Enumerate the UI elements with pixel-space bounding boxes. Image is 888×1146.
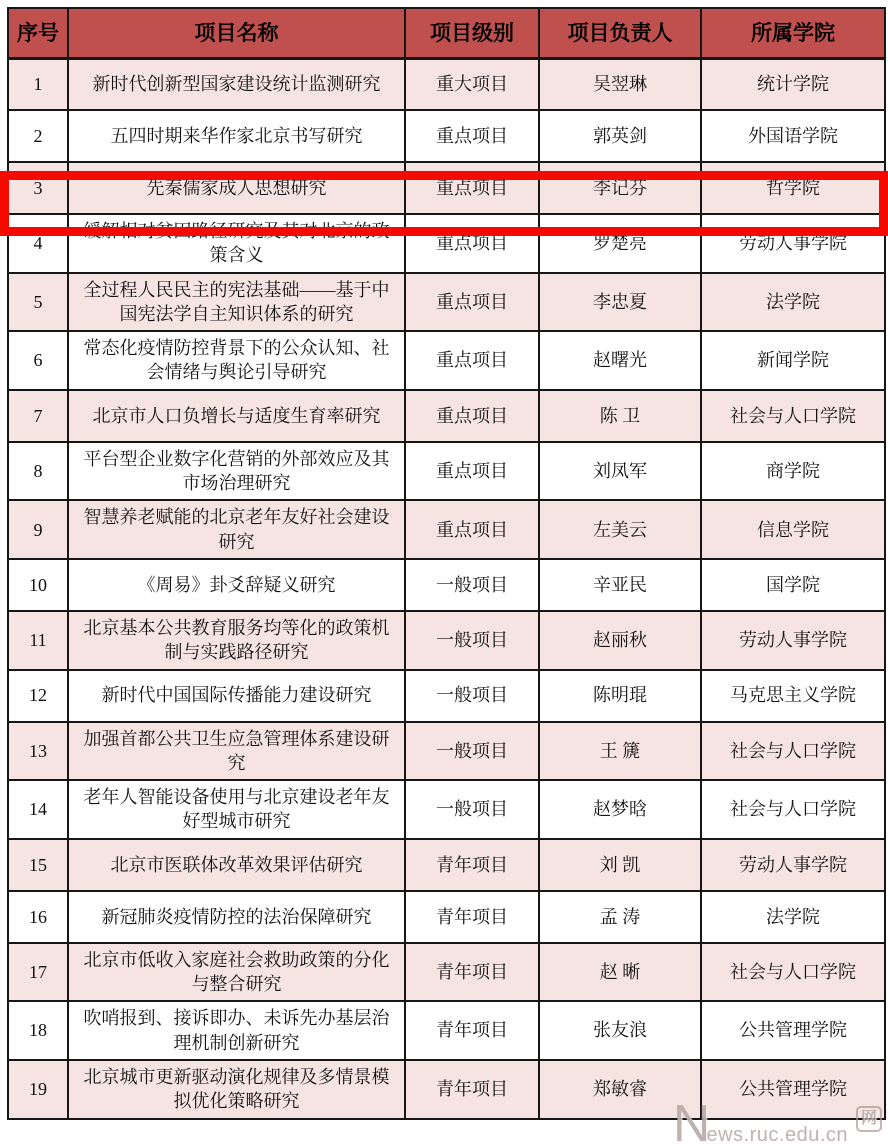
cell-college: 社会与人口学院 (701, 780, 885, 839)
cell-project-leader: 赵 晰 (539, 943, 701, 1002)
cell-project-name: 新时代创新型国家建设统计监测研究 (68, 58, 405, 110)
header-row (8, 8, 885, 58)
cell-college: 马克思主义学院 (701, 670, 885, 722)
cell-college: 统计学院 (701, 58, 885, 110)
cell-serial-number: 17 (8, 943, 68, 1002)
cell-college: 法学院 (701, 891, 885, 943)
cell-serial-number: 19 (8, 1060, 68, 1119)
table-row (8, 442, 885, 501)
cell-project-leader: 张友浪 (539, 1001, 701, 1060)
cell-project-leader: 李忠夏 (539, 273, 701, 332)
cell-serial-number: 1 (8, 58, 68, 110)
cell-serial-number: 13 (8, 722, 68, 781)
cell-project-leader: 左美云 (539, 500, 701, 559)
cell-serial-number: 7 (8, 390, 68, 442)
cell-project-level: 重点项目 (405, 162, 539, 214)
cell-college: 劳动人事学院 (701, 214, 885, 273)
cell-project-level: 一般项目 (405, 611, 539, 670)
cell-project-leader: 陈 卫 (539, 390, 701, 442)
cell-project-name: 吹哨报到、接诉即办、未诉先办基层治理机制创新研究 (68, 1001, 405, 1060)
table-row (8, 1001, 885, 1060)
cell-project-level: 重大项目 (405, 58, 539, 110)
cell-serial-number: 16 (8, 891, 68, 943)
table-row (8, 670, 885, 722)
cell-college: 新闻学院 (701, 331, 885, 390)
cell-college: 劳动人事学院 (701, 611, 885, 670)
cell-project-leader: 郑敏睿 (539, 1060, 701, 1119)
cell-serial-number: 9 (8, 500, 68, 559)
table-body (8, 58, 885, 1119)
header-project-name: 项目名称 (68, 8, 405, 58)
cell-serial-number: 6 (8, 331, 68, 390)
cell-project-leader: 赵梦晗 (539, 780, 701, 839)
cell-project-leader: 孟 涛 (539, 891, 701, 943)
cell-project-leader: 王 篪 (539, 722, 701, 781)
cell-project-level: 重点项目 (405, 331, 539, 390)
cell-college: 社会与人口学院 (701, 943, 885, 1002)
cell-college: 社会与人口学院 (701, 390, 885, 442)
cell-project-level: 一般项目 (405, 780, 539, 839)
cell-project-name: 平台型企业数字化营销的外部效应及其市场治理研究 (68, 442, 405, 501)
cell-college: 公共管理学院 (701, 1001, 885, 1060)
cell-project-leader: 罗楚亮 (539, 214, 701, 273)
cell-project-leader: 辛亚民 (539, 559, 701, 611)
cell-serial-number: 2 (8, 110, 68, 162)
table-row (8, 110, 885, 162)
table-row-highlighted (8, 162, 885, 214)
cell-serial-number: 15 (8, 839, 68, 891)
header-serial-number: 序号 (8, 8, 68, 58)
cell-project-leader: 赵丽秋 (539, 611, 701, 670)
cell-project-name: 全过程人民民主的宪法基础——基于中国宪法学自主知识体系的研究 (68, 273, 405, 332)
cell-project-leader: 吴翌琳 (539, 58, 701, 110)
table-row (8, 839, 885, 891)
cell-project-name: 智慧养老赋能的北京老年友好社会建设研究 (68, 500, 405, 559)
cell-project-leader: 李记芬 (539, 162, 701, 214)
table-row (8, 1060, 885, 1119)
table-row (8, 722, 885, 781)
watermark-text: ews.ruc.edu.cn (706, 1124, 848, 1146)
header-project-leader: 项目负责人 (539, 8, 701, 58)
cell-college: 外国语学院 (701, 110, 885, 162)
cell-project-level: 重点项目 (405, 442, 539, 501)
cell-project-name: 常态化疫情防控背景下的公众认知、社会情绪与舆论引导研究 (68, 331, 405, 390)
cell-serial-number: 11 (8, 611, 68, 670)
cell-project-level: 一般项目 (405, 722, 539, 781)
cell-serial-number: 10 (8, 559, 68, 611)
cell-project-level: 青年项目 (405, 1001, 539, 1060)
cell-project-level: 重点项目 (405, 390, 539, 442)
table-row (8, 559, 885, 611)
news-site-logo-icon: 网 (856, 1106, 882, 1132)
cell-project-level: 青年项目 (405, 891, 539, 943)
cell-project-leader: 刘 凯 (539, 839, 701, 891)
cell-project-level: 一般项目 (405, 670, 539, 722)
cell-project-level: 青年项目 (405, 943, 539, 1002)
watermark-big-letter: N (672, 1094, 711, 1146)
table-row (8, 891, 885, 943)
cell-project-leader: 赵曙光 (539, 331, 701, 390)
cell-project-name: 《周易》卦爻辞疑义研究 (68, 559, 405, 611)
cell-college: 劳动人事学院 (701, 839, 885, 891)
cell-project-name: 加强首都公共卫生应急管理体系建设研究 (68, 722, 405, 781)
table-row (8, 214, 885, 273)
cell-project-name: 北京市人口负增长与适度生育率研究 (68, 390, 405, 442)
cell-college: 信息学院 (701, 500, 885, 559)
cell-project-level: 青年项目 (405, 1060, 539, 1119)
table-row (8, 58, 885, 110)
cell-project-name: 北京市低收入家庭社会救助政策的分化与整合研究 (68, 943, 405, 1002)
cell-project-level: 重点项目 (405, 500, 539, 559)
cell-serial-number: 12 (8, 670, 68, 722)
cell-serial-number: 14 (8, 780, 68, 839)
cell-project-level: 青年项目 (405, 839, 539, 891)
cell-project-level: 一般项目 (405, 559, 539, 611)
cell-college: 国学院 (701, 559, 885, 611)
cell-project-leader: 刘凤军 (539, 442, 701, 501)
cell-project-leader: 郭英剑 (539, 110, 701, 162)
project-grant-table (7, 7, 886, 1120)
table-row (8, 943, 885, 1002)
cell-serial-number: 3 (8, 162, 68, 214)
cell-college: 法学院 (701, 273, 885, 332)
table-row (8, 780, 885, 839)
cell-project-name: 北京市医联体改革效果评估研究 (68, 839, 405, 891)
cell-project-leader: 陈明琨 (539, 670, 701, 722)
header-project-level: 项目级别 (405, 8, 539, 58)
cell-college: 社会与人口学院 (701, 722, 885, 781)
cell-project-level: 重点项目 (405, 214, 539, 273)
header-college: 所属学院 (701, 8, 885, 58)
cell-project-name: 先秦儒家成人思想研究 (68, 162, 405, 214)
cell-project-level: 重点项目 (405, 110, 539, 162)
cell-project-name: 北京基本公共教育服务均等化的政策机制与实践路径研究 (68, 611, 405, 670)
cell-project-name: 老年人智能设备使用与北京建设老年友好型城市研究 (68, 780, 405, 839)
cell-college: 商学院 (701, 442, 885, 501)
cell-college: 哲学院 (701, 162, 885, 214)
table-row (8, 390, 885, 442)
table-header (8, 8, 885, 58)
cell-project-name: 缓解相对贫困路径研究及其对北京的政策含义 (68, 214, 405, 273)
cell-project-name: 北京城市更新驱动演化规律及多情景模拟优化策略研究 (68, 1060, 405, 1119)
cell-serial-number: 18 (8, 1001, 68, 1060)
cell-serial-number: 4 (8, 214, 68, 273)
cell-college: 公共管理学院 (701, 1060, 885, 1119)
cell-project-name: 五四时期来华作家北京书写研究 (68, 110, 405, 162)
table-row (8, 273, 885, 332)
table-row (8, 611, 885, 670)
cell-project-level: 重点项目 (405, 273, 539, 332)
cell-serial-number: 5 (8, 273, 68, 332)
cell-project-name: 新冠肺炎疫情防控的法治保障研究 (68, 891, 405, 943)
table-row (8, 500, 885, 559)
table-row (8, 331, 885, 390)
cell-project-name: 新时代中国国际传播能力建设研究 (68, 670, 405, 722)
cell-serial-number: 8 (8, 442, 68, 501)
